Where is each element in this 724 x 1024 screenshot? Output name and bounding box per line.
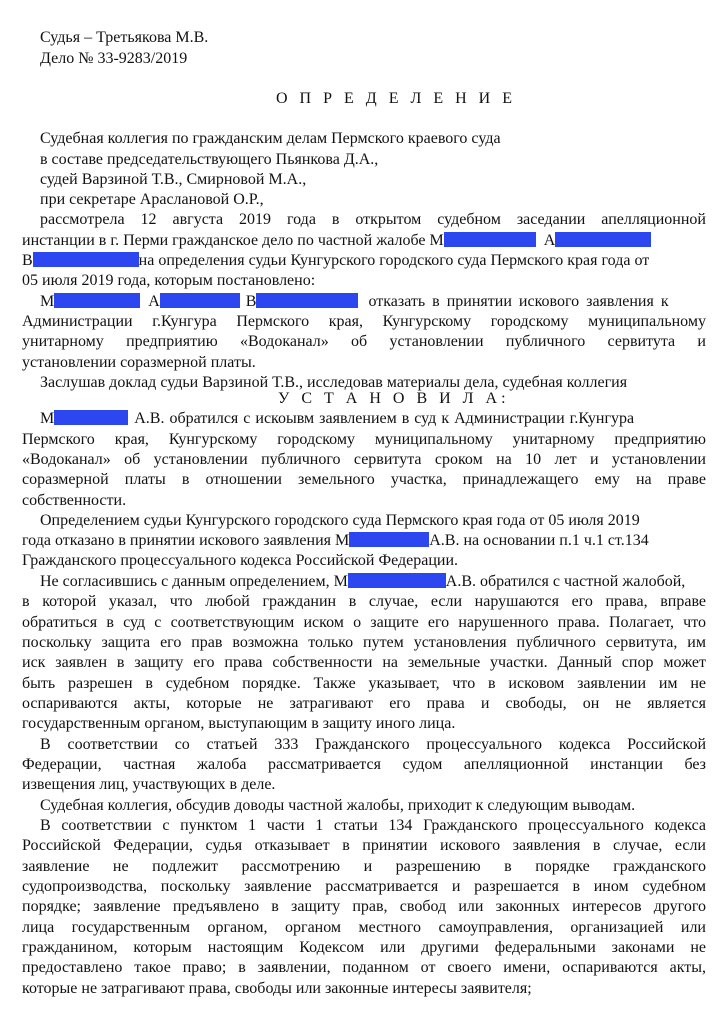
- decision-text: А: [148, 293, 160, 310]
- paragraph-line: соразмерной платы в отношении земельного участка, принадлежащего ему на праве: [22, 471, 706, 488]
- paragraph-line: «Водоканал» об установлении публичного сервитута сроком на 10 лет и установлении: [22, 451, 706, 468]
- intro-line: рассмотрела 12 августа 2019 года в открытом судебном заседании апелляционной: [40, 211, 706, 228]
- paragraph-line: Пермского края, Кунгурскому городскому муниципальному унитарному предприятию: [22, 431, 706, 448]
- intro-line: [22, 231, 651, 250]
- intro-line: судей Варзиной Т.В., Смирновой М.А.,: [40, 171, 307, 188]
- paragraph-line: государственным органом, выступающим в защиту иного лица.: [22, 715, 456, 732]
- paragraph-line: В соответствии с пунктом 1 части 1 статьи 134 Гражданского процессуального кодекса: [40, 817, 706, 834]
- paragraph-line: порядке; заявление предъявлено в защиту прав, свобод или законных интересов другого: [22, 898, 706, 915]
- paragraph-text: Не согласившись с данным определением, М: [40, 573, 348, 590]
- established-heading: У С Т А Н О В И Л А:: [278, 390, 510, 407]
- paragraph-line: Федерации, частная жалоба рассматривается судом апелляционной инстанции без: [22, 756, 706, 773]
- intro-line: при секретаре Араслановой О.Р.,: [40, 191, 264, 208]
- intro-line: [22, 251, 649, 270]
- decision-line: Администрации г.Кунгура Пермского края, Кунгурскому городскому муниципальному: [22, 313, 706, 330]
- paragraph-line: Гражданского процессуального кодекса Российской Федерации.: [22, 552, 459, 569]
- decision-text: отказать в принятии искового заявления к: [368, 293, 669, 310]
- intro-text: А: [543, 232, 556, 249]
- paragraph-line: В соответствии со статьей 333 Гражданского процессуального кодекса Российской: [40, 736, 706, 753]
- redaction: [348, 573, 446, 588]
- decision-line: [40, 292, 669, 311]
- paragraph-line: предоставлено такое право; в заявлении, поданном от своего имени, оспариваются акты,: [22, 959, 706, 976]
- paragraph-line: быть разрешен в судебном порядке. Также указывает, что в исковом заявлении им не: [22, 675, 706, 692]
- paragraph-text: А.В. обратился с частной жалобой,: [445, 573, 686, 590]
- case-number: Дело № 33-9283/2019: [40, 50, 188, 67]
- paragraph-line: которые не затрагивают права, свободы или законные интересы заявителя;: [22, 980, 532, 997]
- intro-text: В: [22, 252, 33, 269]
- intro-line: в составе председательствующего Пьянкова Д.А.,: [40, 151, 379, 168]
- redaction: [160, 293, 240, 308]
- intro-text: на определения судьи Кунгурского городского суда Пермского края года от: [138, 252, 650, 269]
- judge-line: Судья – Третьякова М.В.: [40, 29, 209, 46]
- redaction: [54, 293, 140, 308]
- redaction: [555, 232, 651, 247]
- paragraph-text: М: [40, 410, 55, 427]
- paragraph-text: года отказано в принятии искового заявления М: [22, 532, 350, 549]
- decision-text: В: [245, 293, 257, 310]
- redaction: [349, 532, 429, 547]
- redaction: [444, 232, 536, 247]
- paragraph-line: заявление не подлежит рассмотрению и разрешению в порядке гражданского: [22, 858, 706, 875]
- paragraph-line: в которой указал, что любой гражданин в случае, если нарушаются его права, вправе: [22, 593, 706, 610]
- paragraph-line: [40, 572, 685, 591]
- paragraph-text: А.В. на основании п.1 ч.1 ст.134: [429, 532, 649, 549]
- paragraph-line: поскольку защита его прав возможна только путем установления публичного сервитута, им: [22, 634, 706, 651]
- paragraph-line: оспариваются акты, которые не затрагивают его права и свободы, он не является: [22, 695, 706, 712]
- paragraph-line: собственности.: [22, 492, 127, 509]
- redaction: [54, 410, 128, 425]
- decision-text: М: [40, 293, 55, 310]
- redaction: [33, 252, 139, 267]
- decision-line: унитарному предприятию «Водоканал» об установлении публичного сервитута и: [22, 333, 706, 350]
- hearing-line: Заслушав доклад судьи Варзиной Т.В., исследовав материалы дела, судебная коллегия: [40, 374, 628, 391]
- paragraph-line: извещения лиц, участвующих в деле.: [22, 776, 276, 793]
- document-title: О П Р Е Д Е Л Е Н И Е: [276, 90, 516, 107]
- decision-line: установлении соразмерной платы.: [22, 354, 256, 371]
- intro-text: инстанции в г. Перми гражданское дело по частной жалобе М: [22, 232, 444, 249]
- paragraph-line: лица государственным органом, органом местного самоуправления, организацией или: [22, 919, 706, 936]
- paragraph-line: Определением судьи Кунгурского городского суда Пермского края года от 05 июля 2019: [40, 512, 640, 529]
- paragraph-line: Судебная коллегия, обсудив доводы частной жалобы, приходит к следующим выводам.: [40, 797, 636, 814]
- paragraph-line: гражданином, которым настоящим Кодексом или другими федеральными законами не: [22, 939, 706, 956]
- intro-line: Судебная коллегия по гражданским делам Пермского краевого суда: [40, 130, 501, 147]
- paragraph-text: А.В. обратился с искоывм заявлением в суд к Администрации г.Кунгура: [134, 410, 635, 427]
- paragraph-line: судопроизводства, поскольку заявление рассматривается и разрешается в ином судебном: [22, 878, 706, 895]
- paragraph-line: Российской Федерации, судья отказывает в принятии искового заявления в случае, если: [22, 837, 706, 854]
- paragraph-line: обратиться в суд с соответствующим иском о защите его нарушенного права. Полагает, что: [22, 614, 706, 631]
- paragraph-line: [22, 531, 649, 550]
- redaction: [256, 293, 358, 308]
- paragraph-line: иск заявлен в защиту его права собственности на земельные участки. Данный спор может: [22, 654, 706, 671]
- paragraph-line: [40, 409, 634, 428]
- intro-line: 05 июля 2019 года, которым постановлено:: [22, 272, 316, 289]
